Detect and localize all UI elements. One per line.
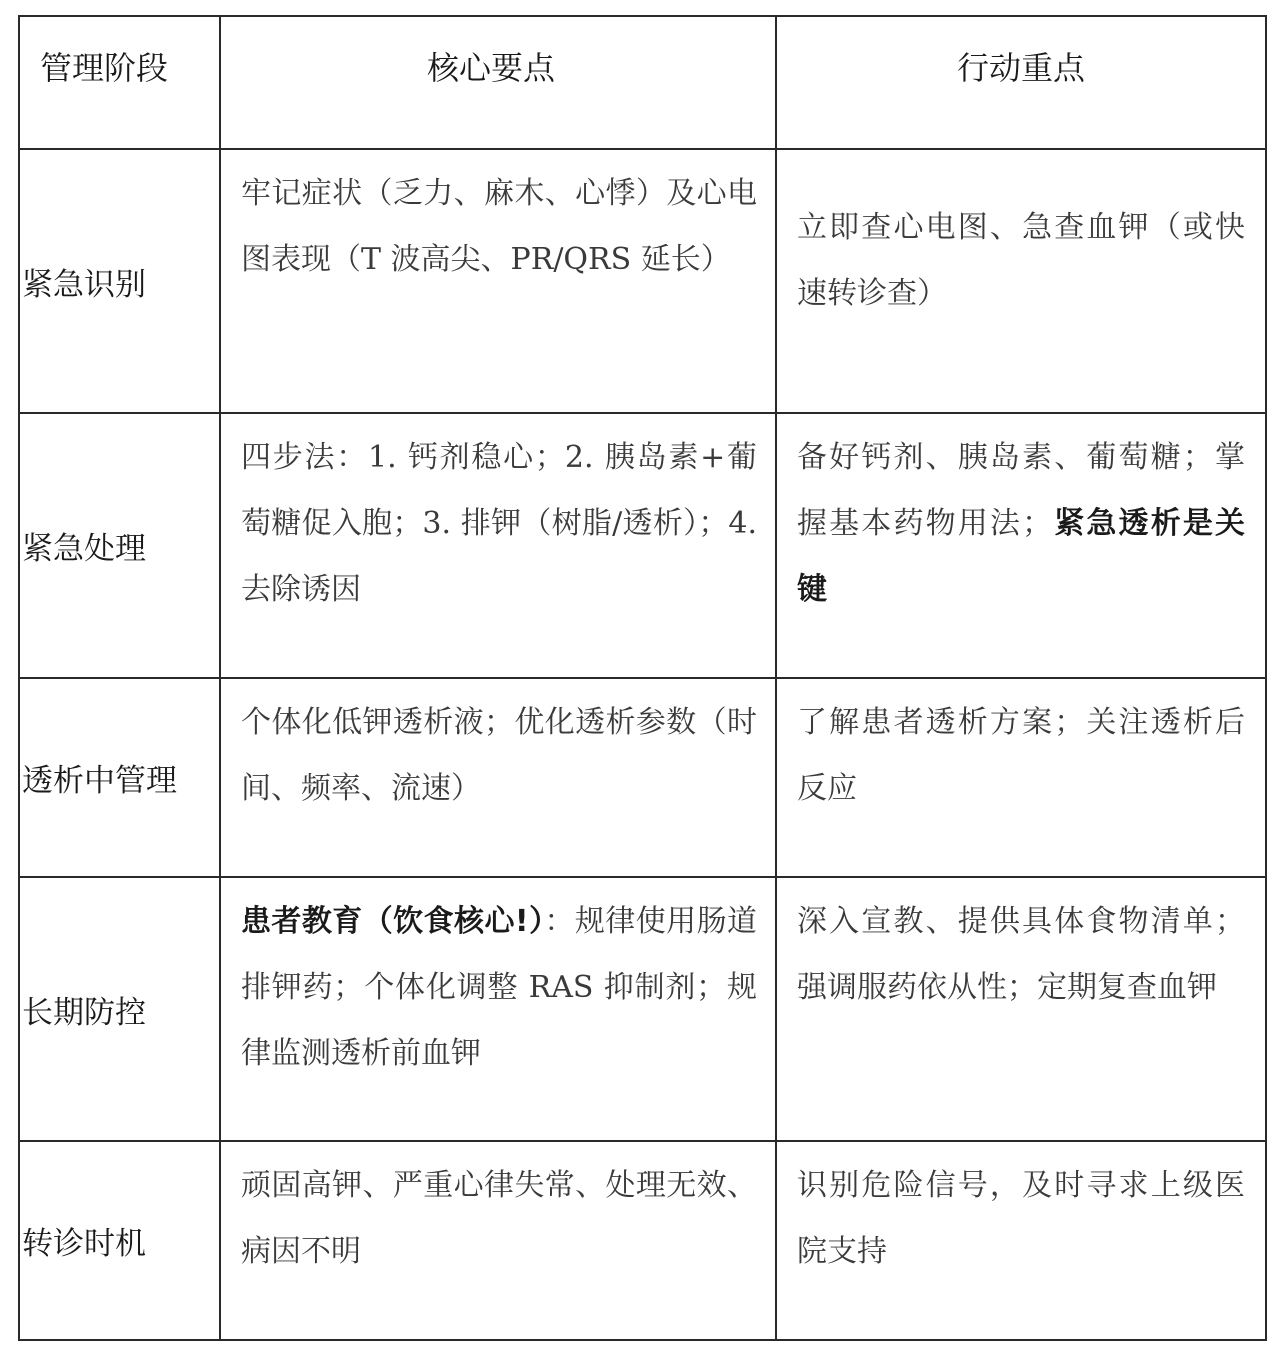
header-stage: 管理阶段 [19,16,220,149]
table-row [19,1141,1266,1340]
core-cell: 顽固高钾、严重心律失常、处理无效、病因不明 [220,1141,776,1340]
management-table [18,15,1267,1341]
core-cell: 牢记症状（乏力、麻木、心悸）及心电图表现（T 波高尖、PR/QRS 延长） [220,149,776,413]
action-cell: 识别危险信号，及时寻求上级医院支持 [776,1141,1266,1340]
stage-cell: 紧急处理 [19,413,220,678]
table-row [19,678,1266,877]
stage-cell: 透析中管理 [19,678,220,877]
core-text: ：规律使用肠道排钾药；个体化调整 RAS 抑制剂；规律监测透析前血钾 [241,904,758,1071]
core-emphasis: 患者教育（饮食核心!） [241,904,545,939]
action-cell: 了解患者透析方案；关注透析后反应 [776,678,1266,877]
stage-cell: 转诊时机 [19,1141,220,1340]
action-emphasis: 紧急透析是关键 [797,506,1246,607]
table-row [19,877,1266,1141]
action-cell: 深入宣教、提供具体食物清单；强调服药依从性；定期复查血钾 [776,877,1266,1141]
stage-cell: 长期防控 [19,877,220,1141]
action-cell [776,413,1266,678]
core-cell: 个体化低钾透析液；优化透析参数（时间、频率、流速） [220,678,776,877]
table-row [19,149,1266,413]
action-text: 备好钙剂、胰岛素、葡萄糖；掌握基本药物用法； [797,440,1245,541]
core-cell: 四步法：1. 钙剂稳心；2. 胰岛素+葡萄糖促入胞；3. 排钾（树脂/透析）；4.去除诱因 [220,413,776,678]
header-action: 行动重点 [776,16,1266,149]
table-row [19,413,1266,678]
core-cell [220,877,776,1141]
stage-cell: 紧急识别 [19,149,220,413]
table-header-row [19,16,1266,149]
header-core: 核心要点 [220,16,776,149]
action-cell: 立即查心电图、急查血钾（或快速转诊查） [776,149,1266,413]
